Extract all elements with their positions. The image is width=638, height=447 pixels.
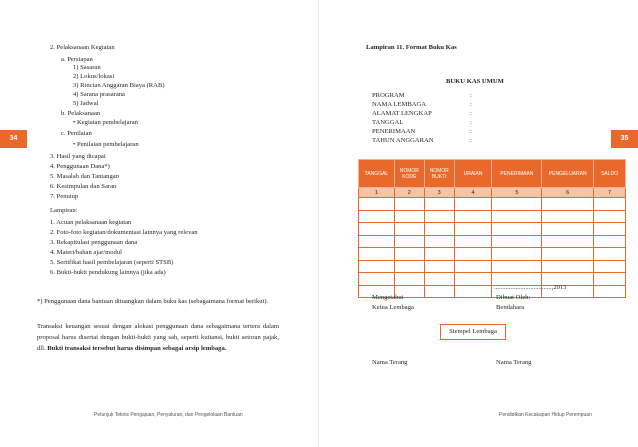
column-header: PENGELUARAN — [542, 160, 594, 188]
form-field-colon: : — [470, 101, 472, 108]
column-header: PENERIMAAN — [492, 160, 542, 188]
outline-item: 7. Penutup — [50, 193, 79, 200]
table-row — [359, 273, 626, 286]
outline-item: a. Persiapan — [61, 56, 93, 63]
signature-label-right: Dibuat Oleh: — [496, 294, 531, 301]
lampiran-item: 1. Acuan pelaksanaan kegiatan — [50, 219, 132, 226]
outline-item: b. Pelaksanaan — [61, 110, 101, 117]
transaction-paragraph — [37, 321, 279, 354]
signature-label-left: Mengetahui — [372, 294, 404, 301]
form-field-label: TAHUN ANGGARAN — [372, 137, 434, 144]
form-field-colon: : — [470, 137, 472, 144]
form-field-colon: : — [470, 119, 472, 126]
form-field-colon: : — [470, 110, 472, 117]
table-row — [359, 210, 626, 223]
signature-role-right: Bendahara — [496, 304, 525, 311]
lampiran-item: 2. Foto-foto kegiatan/dokumentasi lainnya yang relevan — [50, 229, 198, 236]
table-row — [359, 260, 626, 273]
outline-item: c. Penilaian — [61, 130, 92, 137]
column-number: 1 — [359, 188, 395, 198]
form-field-label: TANGGAL — [372, 119, 404, 126]
form-field-label: PROGRAM — [372, 92, 405, 99]
table-row — [359, 198, 626, 211]
column-number: 6 — [542, 188, 594, 198]
form-field-colon: : — [470, 92, 472, 99]
column-number: 5 — [492, 188, 542, 198]
outline-item: • Kegiatan pembelajaran — [73, 119, 138, 126]
column-header: NOMOR KODE — [394, 160, 424, 188]
column-number: 3 — [424, 188, 454, 198]
outline-item: • Penilaian pembelajaran — [73, 141, 139, 148]
paragraph-emphasis: Bukti transaksi tersebut harus disimpan sebagai arsip lembaga. — [47, 345, 227, 352]
column-number: 7 — [594, 188, 626, 198]
form-field-label: ALAMAT LENGKAP — [372, 110, 432, 117]
outline-item: 5) Jadwal — [73, 100, 99, 107]
stamp-box: Stempel Lembaga — [440, 324, 506, 340]
date-line: ...................................,2013 — [494, 284, 567, 291]
signature-role-left: Ketua Lembaga — [372, 304, 414, 311]
footnote-dana: *) Penggunaan dana bantuan dituangkan dalam buku kas (sebagaimana format berikut). — [37, 298, 269, 305]
outline-item: 2. Pelaksanaan Kegiatan — [50, 44, 115, 51]
column-number-row — [359, 188, 626, 198]
column-header: NOMOR BUKTI — [424, 160, 454, 188]
table-row — [359, 248, 626, 261]
outline-item: 2) Lokus/lokasi — [73, 73, 115, 80]
lampiran-item: 6. Bukti-bukti pendukung lainnya (jika ada) — [50, 269, 166, 276]
column-header: SALDO — [594, 160, 626, 188]
right-page — [319, 0, 638, 447]
form-field-colon: : — [470, 128, 472, 135]
form-title: BUKU KAS UMUM — [446, 78, 504, 85]
name-line-left: Nama Terang — [372, 359, 408, 366]
outline-item: 3) Rincian Anggaran Biaya (RAB) — [73, 82, 165, 89]
buku-kas-table — [358, 159, 626, 298]
outline-item: 6. Kesimpulan dan Saran — [50, 183, 117, 190]
column-header: URAIAN — [454, 160, 492, 188]
table-row — [359, 235, 626, 248]
lampiran-item: 4. Materi/bahan ajar/modul — [50, 249, 122, 256]
lampiran-item: 5. Sertifikat hasil pembelajaran (seperti STSB) — [50, 259, 174, 266]
footer-right: Pendidikan Kecakapan Hidup Perempuan — [499, 412, 592, 418]
outline-item: 1) Sasaran — [73, 64, 101, 71]
table-header-row — [359, 160, 626, 188]
table-row — [359, 223, 626, 236]
outline-item: 5. Masalah dan Tantangan — [50, 173, 119, 180]
lampiran-item: 3. Rekapitulasi penggunaan dana — [50, 239, 138, 246]
footer-left: Petunjuk Teknis Pengajuan, Penyaluran, dan Pengelolaan Bantuan — [94, 412, 243, 418]
column-number: 2 — [394, 188, 424, 198]
paragraph-text: Transaksi keuangan sesuai dengan alokasi penggunaan dana sebagaimana tertera dalam proposal harus disertai dengan bukti-bukti yang sah, seperti kuitansi, bukti setoran pajak, dll. — [37, 323, 279, 352]
lampiran-title: Lampiran: — [50, 207, 78, 214]
column-number: 4 — [454, 188, 492, 198]
column-header: TANGGAL — [359, 160, 395, 188]
outline-item: 3. Hasil yang dicapai — [50, 153, 106, 160]
name-line-right: Nama Terang — [496, 359, 532, 366]
page-number-right: 35 — [611, 130, 638, 148]
outline-item: 4. Penggunaan Dana*) — [50, 163, 110, 170]
form-field-label: PENERIMAAN — [372, 128, 416, 135]
page-heading: Lampiran 11. Format Buku Kas — [366, 44, 457, 51]
form-field-label: NAMA LEMBAGA — [372, 101, 427, 108]
page-number-left: 34 — [0, 130, 27, 148]
outline-item: 4) Sarana prasarana — [73, 91, 125, 98]
